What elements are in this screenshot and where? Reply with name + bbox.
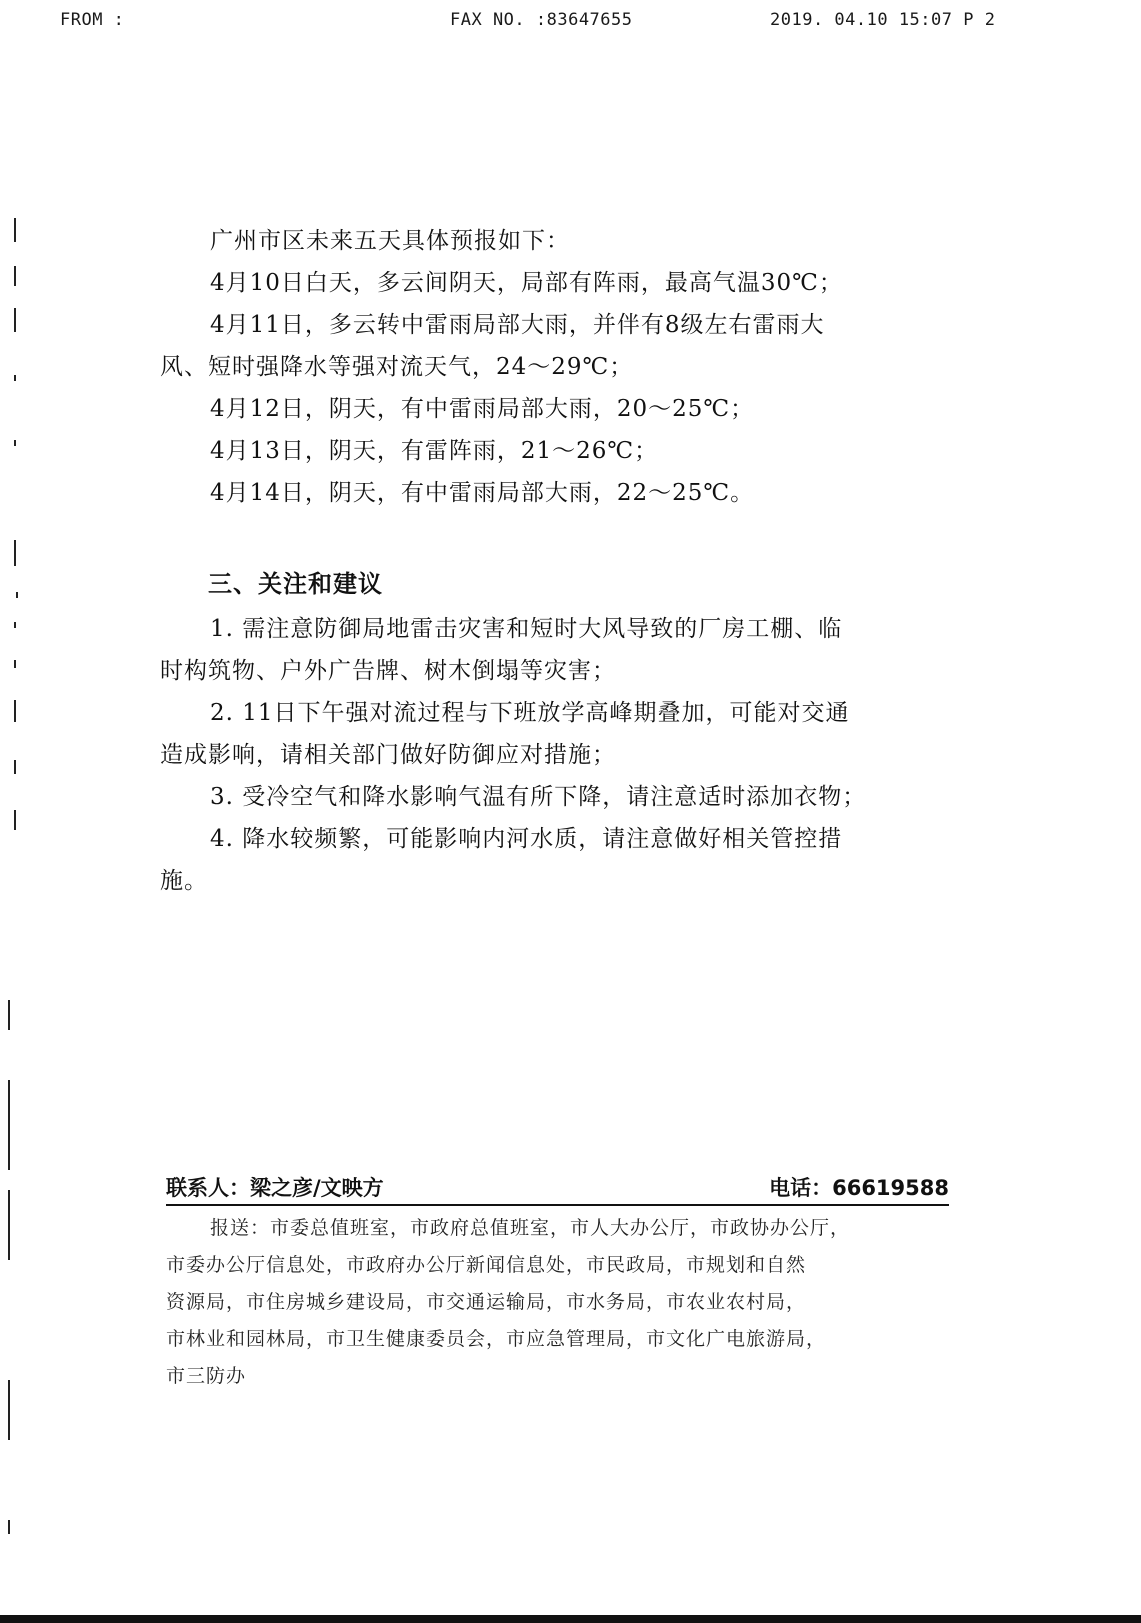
forecast-line: 4月14日，阴天，有中雷雨局部大雨，22～25℃。	[210, 480, 755, 506]
distribution-line: 市委办公厅信息处，市政府办公厅新闻信息处，市民政局，市规划和自然	[166, 1254, 807, 1276]
advice-line: 施。	[160, 868, 208, 894]
forecast-line: 4月10日白天，多云间阴天，局部有阵雨，最高气温30℃；	[210, 270, 843, 296]
forecast-line: 4月12日，阴天，有中雷雨局部大雨，20～25℃；	[210, 396, 755, 422]
distribution-line: 资源局，市住房城乡建设局，市交通运输局，市水务局，市农业农村局，	[166, 1291, 807, 1313]
advice-line: 4. 降水较频繁，可能影响内河水质，请注意做好相关管控措	[210, 826, 843, 852]
advice-line: 3. 受冷空气和降水影响气温有所下降，请注意适时添加衣物；	[210, 784, 867, 810]
advice-line: 时构筑物、户外广告牌、树木倒塌等灾害；	[160, 658, 616, 684]
forecast-line: 风、短时强降水等强对流天气，24～29℃；	[160, 354, 634, 380]
contact-row	[166, 1172, 949, 1206]
contact-person: 联系人：梁之彦/文映方	[166, 1176, 384, 1200]
forecast-line: 4月13日，阴天，有雷阵雨，21～26℃；	[210, 438, 659, 464]
advice-line: 2. 11日下午强对流过程与下班放学高峰期叠加，可能对交通	[210, 700, 850, 726]
contact-phone: 电话：66619588	[769, 1176, 949, 1200]
section-heading: 三、关注和建议	[208, 570, 383, 598]
forecast-intro: 广州市区未来五天具体预报如下：	[210, 228, 570, 254]
forecast-line: 4月11日，多云转中雷雨局部大雨，并伴有8级左右雷雨大	[210, 312, 825, 338]
distribution-line: 市林业和园林局，市卫生健康委员会，市应急管理局，市文化广电旅游局，	[166, 1328, 827, 1350]
advice-line: 1. 需注意防御局地雷击灾害和短时大风导致的厂房工棚、临	[210, 616, 843, 642]
fax-from-label: FROM :	[60, 10, 125, 30]
fax-datetime: 2019. 04.10 15:07 P 2	[770, 10, 996, 30]
distribution-list	[166, 1210, 949, 1395]
fax-header	[0, 10, 1141, 36]
fax-number: FAX NO. :83647655	[450, 10, 633, 30]
scan-bottom-edge	[0, 1615, 1141, 1623]
distribution-line: 报送：市委总值班室，市政府总值班室，市人大办公厅，市政协办公厅，	[210, 1217, 851, 1239]
distribution-line: 市三防办	[166, 1365, 247, 1387]
advice-line: 造成影响，请相关部门做好防御应对措施；	[160, 742, 616, 768]
scan-margin-marks	[0, 0, 40, 1623]
